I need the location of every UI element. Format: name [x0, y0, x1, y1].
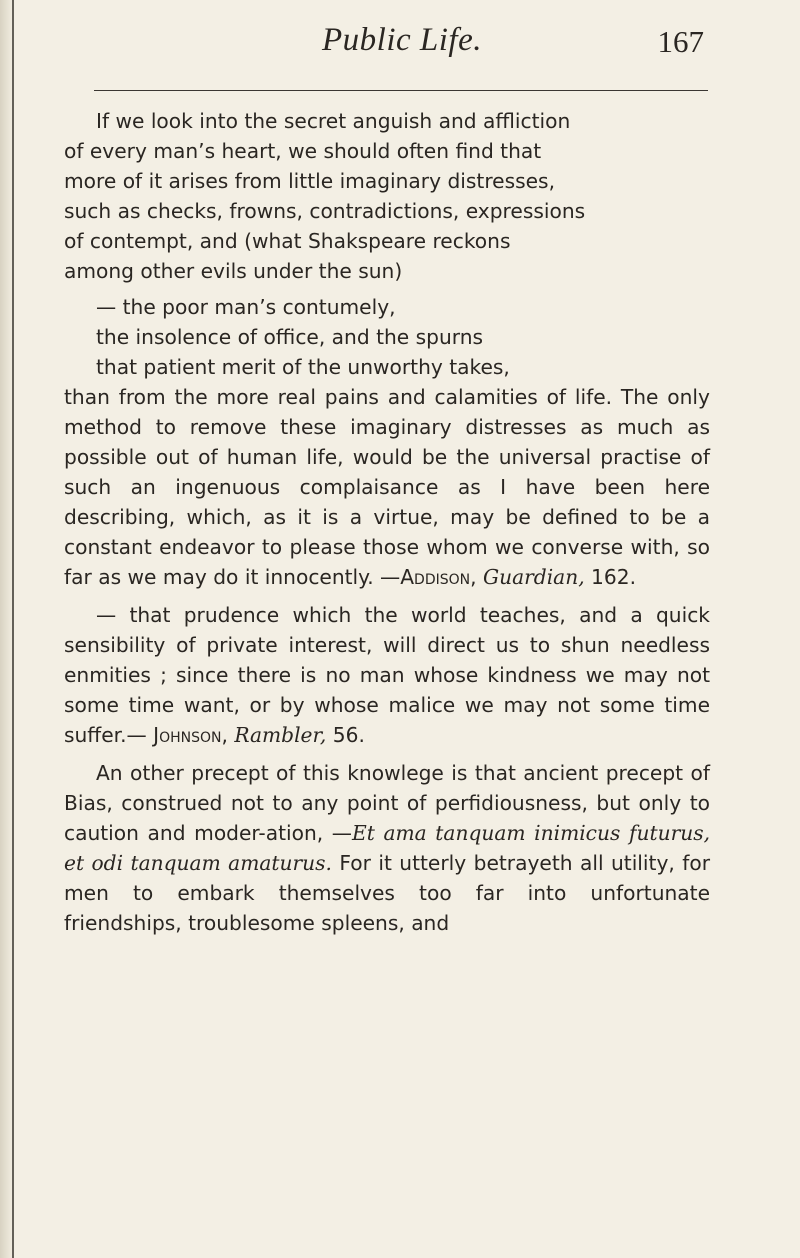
verse-line: the insolence of office, and the spurns [96, 325, 484, 349]
text-line: such as checks, frowns, contradictions, expressions [64, 199, 586, 223]
book-gutter-line [12, 0, 14, 1258]
latin-quotation: Et ama tanquam inimicus futurus, et odi tanquam amaturus. [64, 821, 710, 875]
author-name: Addison, [400, 565, 477, 589]
work-reference: 56. [332, 723, 365, 747]
paragraph-text: — that prudence which the world teaches, and a quick sensibility of private interest, will direct us to shun needless enmities ; since there is no man whose kindness we may not some time want, or by whose malice we may not some time suffer.— [64, 603, 710, 747]
text-line: among other evils under the sun) [64, 259, 403, 283]
work-title: Rambler, [234, 723, 327, 747]
page-body [64, 106, 710, 944]
paragraph-johnson [64, 600, 710, 750]
paragraph-addison-intro [64, 106, 710, 286]
verse-line: that patient merit of the unworthy takes, [96, 355, 510, 379]
header-rule [94, 90, 708, 91]
paragraph-text: than from the more real pains and calamities of life. The only method to remove these imaginary distresses as much as possible out of human life, would be the universal practise of such an ingenuous complaisance as I have been here describing, which, as it is a virtue, may be defined to be a constant endeavor to please those whom we converse with, so far as we may do it innocently. — [64, 385, 710, 589]
page-number: 167 [657, 24, 704, 59]
verse-line: — the poor man’s contumely, [96, 295, 396, 319]
running-title: Public Life. [322, 22, 482, 58]
text-line: If we look into the secret anguish and affliction [96, 109, 571, 133]
text-line: of every man’s heart, we should often find that [64, 139, 542, 163]
work-reference: 162. [591, 565, 636, 589]
paragraph-text: An other precept of this knowlege is that ancient precept of Bias, construed not to any point of perfidiousness, but only to caution and moder-ation, — [64, 761, 710, 845]
paragraph-text: For it utterly betrayeth all utility, for men to embark themselves too far into unfortunate friendships, troublesome spleens, and [64, 851, 710, 935]
paragraph-bias-precept [64, 758, 710, 938]
paragraph-addison-conclusion [64, 382, 710, 592]
text-line: of contempt, and (what Shakspeare reckons [64, 229, 511, 253]
text-line: more of it arises from little imaginary distresses, [64, 169, 555, 193]
shakespeare-quotation [64, 292, 710, 382]
author-name: Johnson, [153, 723, 228, 747]
work-title: Guardian, [482, 565, 585, 589]
page-header [92, 12, 712, 82]
